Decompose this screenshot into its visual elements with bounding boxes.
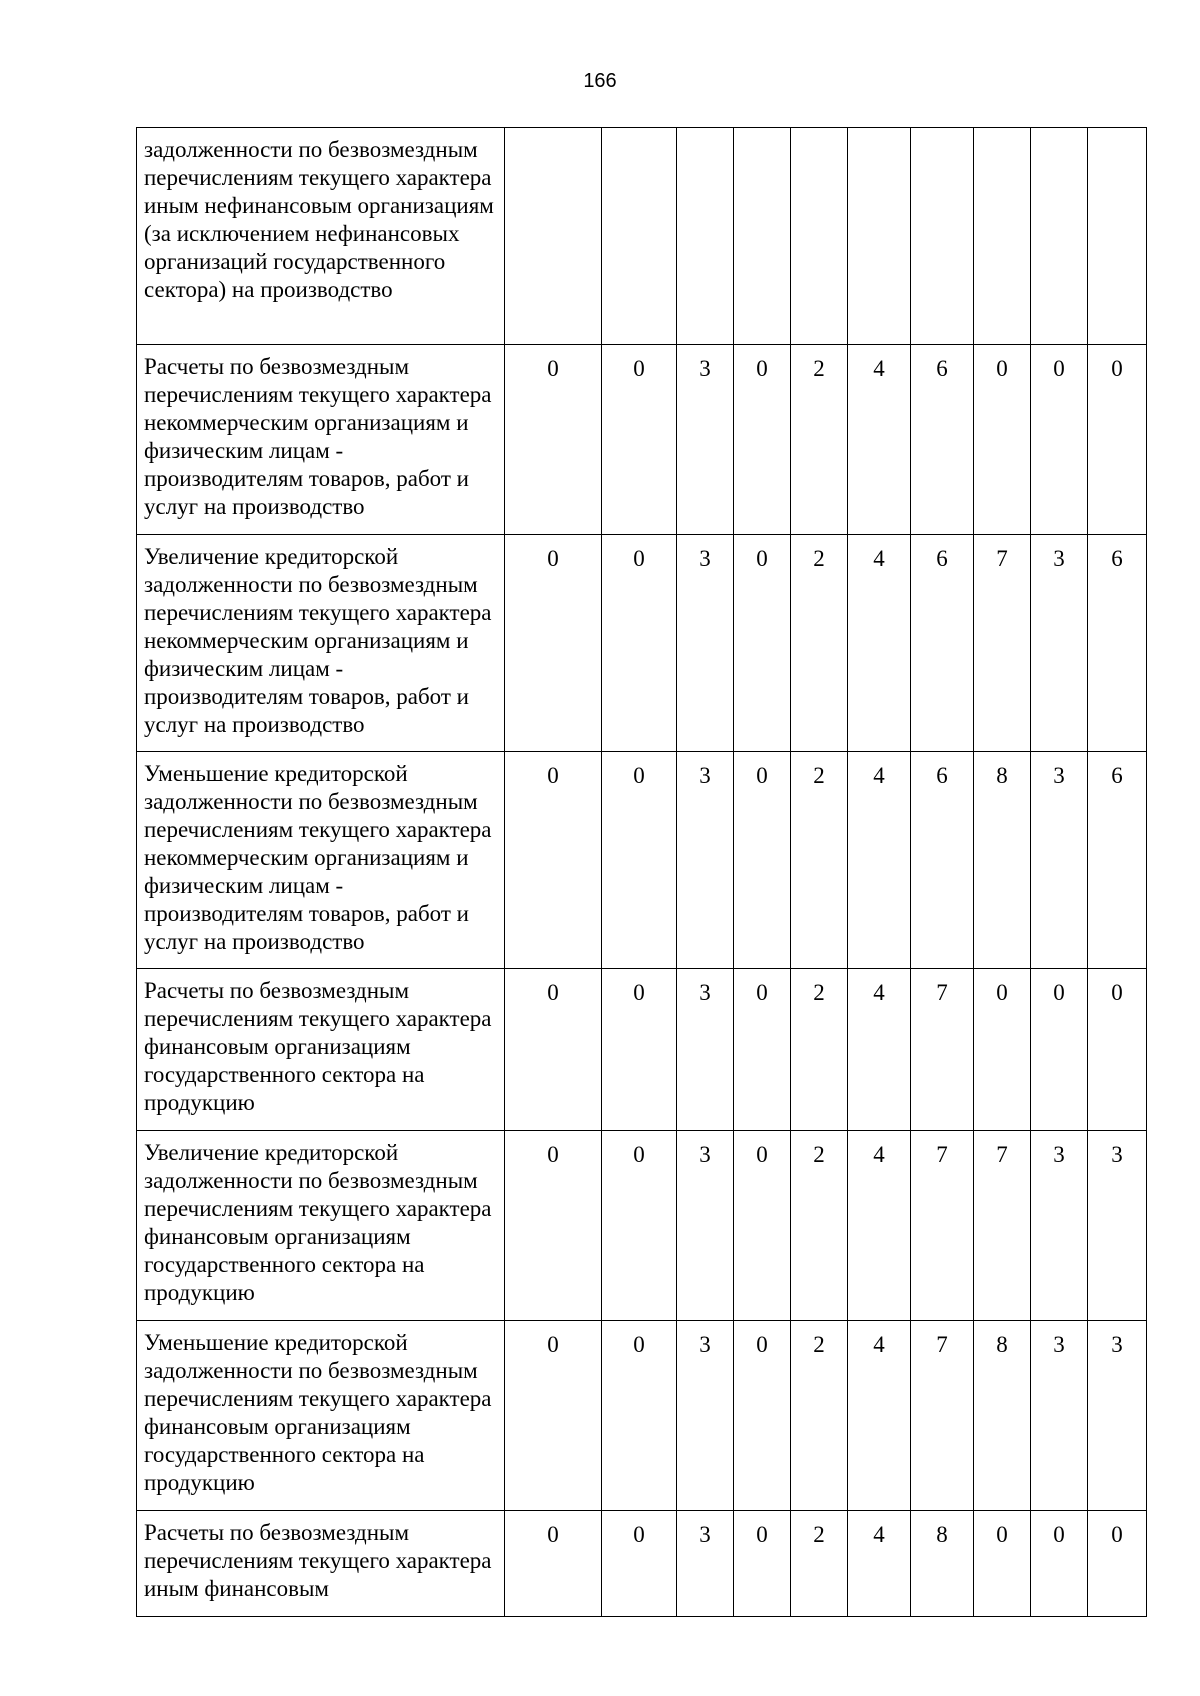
- code-digit: 0: [734, 1511, 791, 1617]
- code-digit: 3: [677, 1511, 734, 1617]
- code-digit: 6: [911, 345, 974, 535]
- row-description: Расчеты по безвозмездным перечислениям текущего характера финансовым организациям государственного сектора на продукцию: [137, 969, 505, 1131]
- code-digit: 0: [602, 1131, 677, 1321]
- code-digit: 0: [505, 1321, 602, 1511]
- code-digit: 6: [911, 752, 974, 969]
- row-description: Расчеты по безвозмездным перечислениям текущего характера некоммерческим организациям и физическим лицам - производителям товаров, работ и услуг на производство: [137, 345, 505, 535]
- code-digit: 4: [848, 1321, 911, 1511]
- code-digit: 3: [677, 752, 734, 969]
- code-digit: 3: [1088, 1131, 1147, 1321]
- table-row: [137, 1511, 1147, 1617]
- code-digit: 0: [602, 1321, 677, 1511]
- table-row: [137, 969, 1147, 1131]
- row-description: Уменьшение кредиторской задолженности по безвозмездным перечислениям текущего характера некоммерческим организациям и физическим лицам - производителям товаров, работ и услуг на производство: [137, 752, 505, 969]
- code-digit: 0: [602, 969, 677, 1131]
- code-digit: 2: [791, 1131, 848, 1321]
- code-digit: [791, 128, 848, 345]
- code-digit: 0: [602, 535, 677, 752]
- code-digit: 0: [734, 1321, 791, 1511]
- code-digit: [848, 128, 911, 345]
- code-digit: 2: [791, 1511, 848, 1617]
- code-digit: 2: [791, 1321, 848, 1511]
- code-digit: 0: [1088, 969, 1147, 1131]
- code-digit: [1031, 128, 1088, 345]
- code-digit: 8: [974, 1321, 1031, 1511]
- code-digit: 0: [1031, 345, 1088, 535]
- table-row: [137, 535, 1147, 752]
- code-digit: 3: [677, 345, 734, 535]
- table-row: [137, 1131, 1147, 1321]
- accounts-table: [136, 127, 1147, 1617]
- row-description: задолженности по безвозмездным перечислениям текущего характера иным нефинансовым организациям (за исключением нефинансовых организаций государственного сектора) на производство: [137, 128, 505, 345]
- code-digit: [974, 128, 1031, 345]
- table-row: [137, 1321, 1147, 1511]
- code-digit: 2: [791, 345, 848, 535]
- code-digit: 0: [734, 1131, 791, 1321]
- code-digit: 7: [911, 969, 974, 1131]
- code-digit: 0: [505, 752, 602, 969]
- code-digit: 3: [677, 1321, 734, 1511]
- code-digit: 8: [911, 1511, 974, 1617]
- code-digit: [1088, 128, 1147, 345]
- code-digit: 0: [1031, 969, 1088, 1131]
- code-digit: 2: [791, 752, 848, 969]
- code-digit: 0: [974, 345, 1031, 535]
- code-digit: [734, 128, 791, 345]
- code-digit: 6: [911, 535, 974, 752]
- code-digit: 3: [1031, 535, 1088, 752]
- code-digit: 8: [974, 752, 1031, 969]
- code-digit: 0: [505, 1131, 602, 1321]
- table-row: [137, 752, 1147, 969]
- table-row: [137, 128, 1147, 345]
- code-digit: 4: [848, 535, 911, 752]
- code-digit: 0: [505, 1511, 602, 1617]
- page-number: 166: [583, 70, 617, 92]
- code-digit: 0: [734, 752, 791, 969]
- code-digit: 7: [911, 1131, 974, 1321]
- code-digit: 3: [1031, 1131, 1088, 1321]
- code-digit: 0: [734, 535, 791, 752]
- code-digit: 0: [974, 1511, 1031, 1617]
- code-digit: 4: [848, 1131, 911, 1321]
- code-digit: 3: [677, 1131, 734, 1321]
- code-digit: 0: [505, 535, 602, 752]
- code-digit: 0: [734, 345, 791, 535]
- code-digit: 0: [974, 969, 1031, 1131]
- table-row: [137, 345, 1147, 535]
- code-digit: 0: [1031, 1511, 1088, 1617]
- row-description: Увеличение кредиторской задолженности по безвозмездным перечислениям текущего характера некоммерческим организациям и физическим лицам - производителям товаров, работ и услуг на производство: [137, 535, 505, 752]
- code-digit: 0: [1088, 1511, 1147, 1617]
- row-description: Уменьшение кредиторской задолженности по безвозмездным перечислениям текущего характера финансовым организациям государственного сектора на продукцию: [137, 1321, 505, 1511]
- code-digit: 2: [791, 535, 848, 752]
- code-digit: 3: [677, 535, 734, 752]
- row-description: Расчеты по безвозмездным перечислениям текущего характера иным финансовым: [137, 1511, 505, 1617]
- code-digit: 0: [602, 752, 677, 969]
- code-digit: 0: [602, 345, 677, 535]
- code-digit: 7: [974, 1131, 1031, 1321]
- row-description: Увеличение кредиторской задолженности по безвозмездным перечислениям текущего характера финансовым организациям государственного сектора на продукцию: [137, 1131, 505, 1321]
- code-digit: 4: [848, 752, 911, 969]
- code-digit: 6: [1088, 535, 1147, 752]
- code-digit: 3: [1088, 1321, 1147, 1511]
- code-digit: 0: [602, 1511, 677, 1617]
- code-digit: 4: [848, 345, 911, 535]
- code-digit: 0: [1088, 345, 1147, 535]
- code-digit: 2: [791, 969, 848, 1131]
- code-digit: [602, 128, 677, 345]
- code-digit: 0: [505, 969, 602, 1131]
- code-digit: [505, 128, 602, 345]
- code-digit: 3: [1031, 752, 1088, 969]
- code-digit: 0: [734, 969, 791, 1131]
- code-digit: 6: [1088, 752, 1147, 969]
- table-body: [137, 128, 1147, 1617]
- code-digit: 3: [677, 969, 734, 1131]
- code-digit: 0: [505, 345, 602, 535]
- code-digit: 7: [974, 535, 1031, 752]
- code-digit: [677, 128, 734, 345]
- code-digit: 7: [911, 1321, 974, 1511]
- code-digit: 4: [848, 969, 911, 1131]
- code-digit: 3: [1031, 1321, 1088, 1511]
- code-digit: [911, 128, 974, 345]
- code-digit: 4: [848, 1511, 911, 1617]
